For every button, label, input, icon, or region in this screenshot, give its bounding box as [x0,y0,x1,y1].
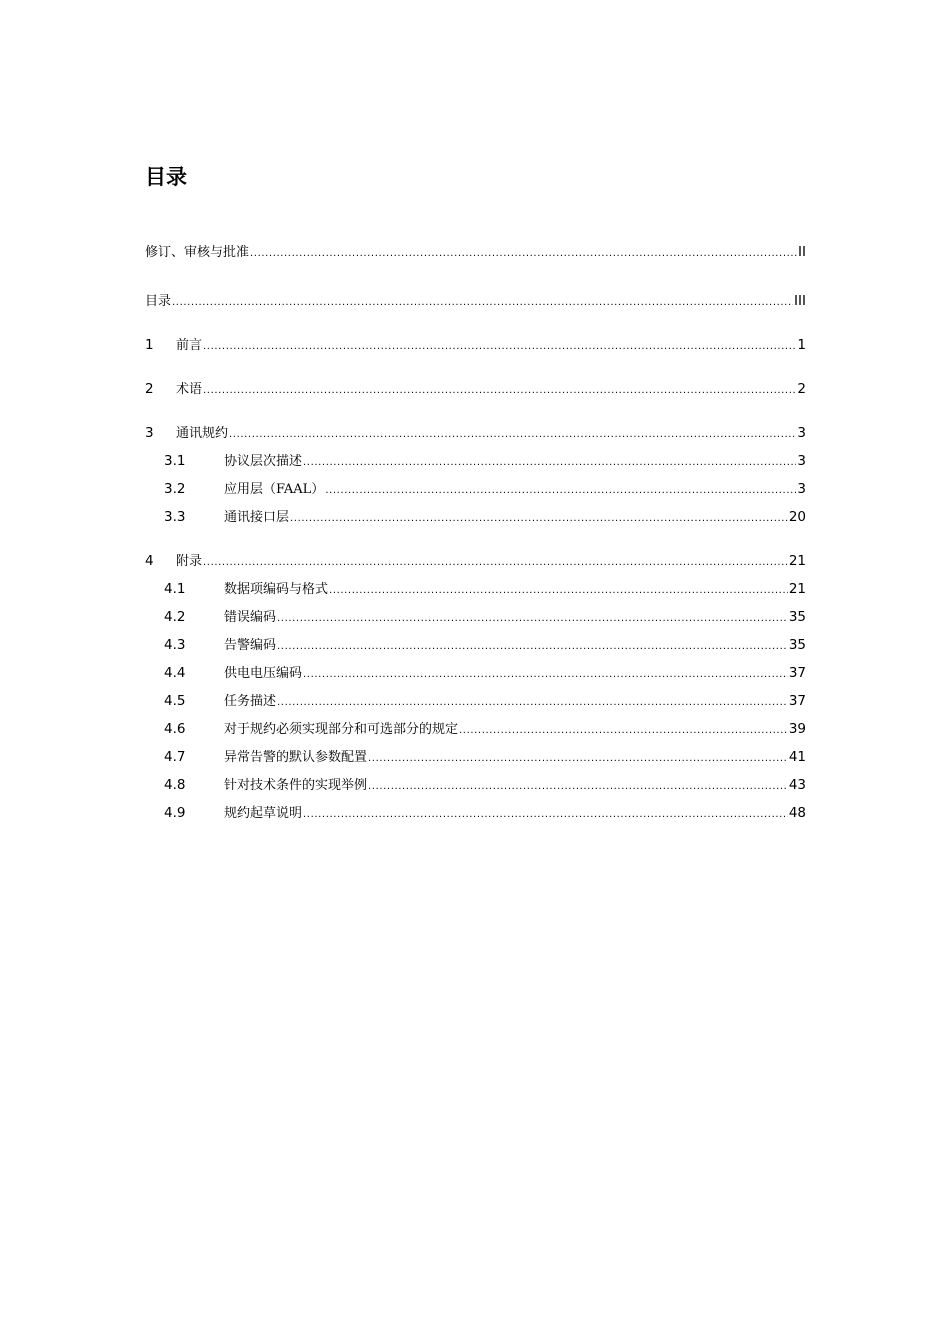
toc-entry-number: 4.5 [164,693,186,709]
toc-subentry[interactable] [164,747,806,767]
toc-entry-number: 1 [145,337,154,353]
toc-entry-label: 供电电压编码 [224,666,303,681]
toc-entry-page: 37 [788,693,806,709]
toc-entry-label: 通讯接口层 [224,510,290,525]
toc-entry-page: 37 [788,665,806,681]
toc-leader-dots [229,425,796,445]
toc-leader-dots [203,337,796,357]
toc-entry[interactable] [145,423,806,443]
toc-entry-label: 对于规约必须实现部分和可选部分的规定 [224,722,459,737]
toc-entry-page: 20 [788,509,806,525]
toc-entry-page: 21 [788,581,806,597]
toc-entry[interactable] [145,242,806,262]
toc-entry[interactable] [145,335,806,355]
toc-entry-number: 4.1 [164,581,186,597]
toc-leader-dots [277,637,788,657]
toc-entry-label: 错误编码 [224,610,277,625]
toc-leader-dots [303,805,788,825]
toc-entry-page: 21 [788,553,806,569]
toc-entry-label: 目录 [145,294,172,309]
toc-entry[interactable] [145,291,806,311]
toc-leader-dots [368,777,788,797]
toc-leader-dots [368,749,788,769]
toc-entry-label: 规约起草说明 [224,806,303,821]
toc-subentry[interactable] [164,635,806,655]
toc-entry-page: 3 [797,453,806,469]
toc-entry-number: 4.6 [164,721,186,737]
toc-entry-label: 协议层次描述 [224,454,303,469]
toc-entry-label: 通讯规约 [176,426,229,441]
toc-entry-page: 3 [797,425,806,441]
toc-subentry[interactable] [164,607,806,627]
toc-entry[interactable] [145,379,806,399]
toc-entry-page: 39 [788,721,806,737]
toc-entry-number: 4.7 [164,749,186,765]
toc-entry-label: 前言 [176,338,203,353]
toc-entry-page: 1 [797,337,806,353]
toc-entry-label: 修订、审核与批准 [145,245,250,260]
toc-entry-label: 针对技术条件的实现举例 [224,778,368,793]
toc-entry-page: 3 [797,481,806,497]
toc-leader-dots [303,665,788,685]
toc-entry-number: 4 [145,553,154,569]
toc-leader-dots [329,581,788,601]
toc-entry-number: 4.9 [164,805,186,821]
toc-entry-number: 3.3 [164,509,186,525]
toc-leader-dots [303,453,796,473]
toc-entry-page: 2 [797,381,806,397]
toc-entry-number: 4.3 [164,637,186,653]
toc-entry-number: 3 [145,425,154,441]
toc-leader-dots [325,481,796,501]
toc-entry-label: 术语 [176,382,203,397]
toc-entry-number: 3.1 [164,453,186,469]
toc-title: 目录 [145,165,187,189]
toc-entry-number: 2 [145,381,154,397]
toc-entry-label: 附录 [176,554,203,569]
toc-leader-dots [290,509,788,529]
toc-leader-dots [203,553,788,573]
toc-entry-page: 48 [788,805,806,821]
toc-entry-number: 4.4 [164,665,186,681]
toc-entry-page: 35 [788,609,806,625]
toc-entry-number: 4.8 [164,777,186,793]
toc-entry[interactable] [145,551,806,571]
toc-entry-page: 35 [788,637,806,653]
toc-subentry[interactable] [164,719,806,739]
toc-entry-label: 异常告警的默认参数配置 [224,750,368,765]
toc-subentry[interactable] [164,507,806,527]
toc-subentry[interactable] [164,775,806,795]
toc-entry-label: 任务描述 [224,694,277,709]
toc-subentry[interactable] [164,579,806,599]
toc-subentry[interactable] [164,663,806,683]
toc-entry-page: 43 [788,777,806,793]
toc-subentry[interactable] [164,451,806,471]
toc-entry-label: 应用层（FAAL） [224,482,325,497]
toc-leader-dots [172,293,793,313]
toc-entry-page: 41 [788,749,806,765]
toc-entry-page: II [798,244,806,260]
toc-entry-label: 数据项编码与格式 [224,582,329,597]
toc-entry-number: 3.2 [164,481,186,497]
toc-entry-page: III [794,293,806,309]
toc-subentry[interactable] [164,803,806,823]
toc-entry-label: 告警编码 [224,638,277,653]
toc-entry-number: 4.2 [164,609,186,625]
toc-leader-dots [459,721,788,741]
toc-leader-dots [277,609,788,629]
toc-leader-dots [250,244,797,264]
toc-subentry[interactable] [164,691,806,711]
toc-subentry[interactable] [164,479,806,499]
toc-leader-dots [277,693,788,713]
toc-leader-dots [203,381,796,401]
